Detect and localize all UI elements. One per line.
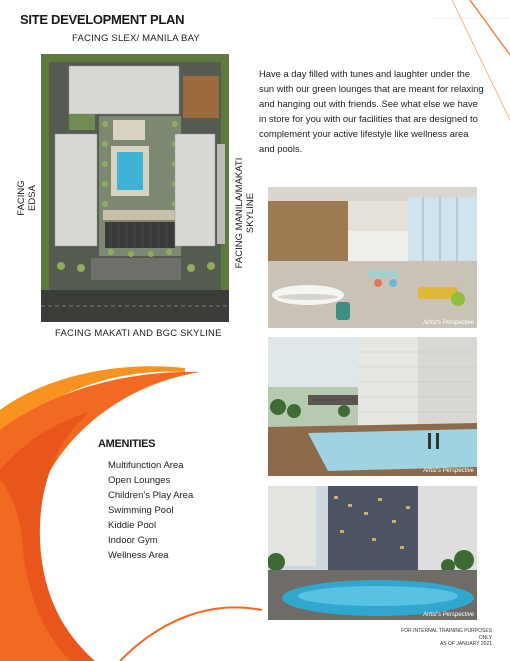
amenities-title: AMENITIES xyxy=(98,438,156,450)
list-item: Swimming Pool xyxy=(108,505,174,516)
kiddie-pool-photo xyxy=(268,486,477,620)
footer-note xyxy=(392,628,492,648)
list-item: Wellness Area xyxy=(108,550,169,561)
footer-line-2: AS OF JANUARY 2021 xyxy=(439,641,492,647)
multifunction-area-photo xyxy=(268,187,477,328)
facing-right-label: FACING MANILA/MAKATI SKYLINE xyxy=(234,157,256,269)
facing-bottom-label: FACING MAKATI AND BGC SKYLINE xyxy=(55,328,222,339)
intro-paragraph: Have a day filled with tunes and laughter under the sun with our green lounges that are meant for relaxing and hanging out with friends. See what else we have in store for you with our facilities that are designed to complement your active lifestyle like wellness area and pools. xyxy=(259,68,484,154)
list-item: Multifunction Area xyxy=(108,460,184,471)
page-title: SITE DEVELOPMENT PLAN xyxy=(20,12,185,27)
photo-caption: Artist's Perspective xyxy=(423,320,474,326)
photo-caption: Artist's Perspective xyxy=(423,468,474,474)
footer-line-1: FOR INTERNAL TRAINING PURPOSES ONLY xyxy=(401,628,492,641)
photo-caption: Artist's Perspective xyxy=(423,612,474,618)
list-item: Kiddie Pool xyxy=(108,520,157,531)
facing-top-label: FACING SLEX/ MANILA BAY xyxy=(72,33,200,44)
list-item: Open Lounges xyxy=(108,475,171,486)
site-plan-image xyxy=(41,54,229,322)
swimming-pool-photo xyxy=(268,337,477,476)
amenities-list xyxy=(108,458,193,563)
list-item: Indoor Gym xyxy=(108,535,158,546)
facing-left-label: FACING EDSA xyxy=(16,180,38,216)
list-item: Children's Play Area xyxy=(108,490,194,501)
